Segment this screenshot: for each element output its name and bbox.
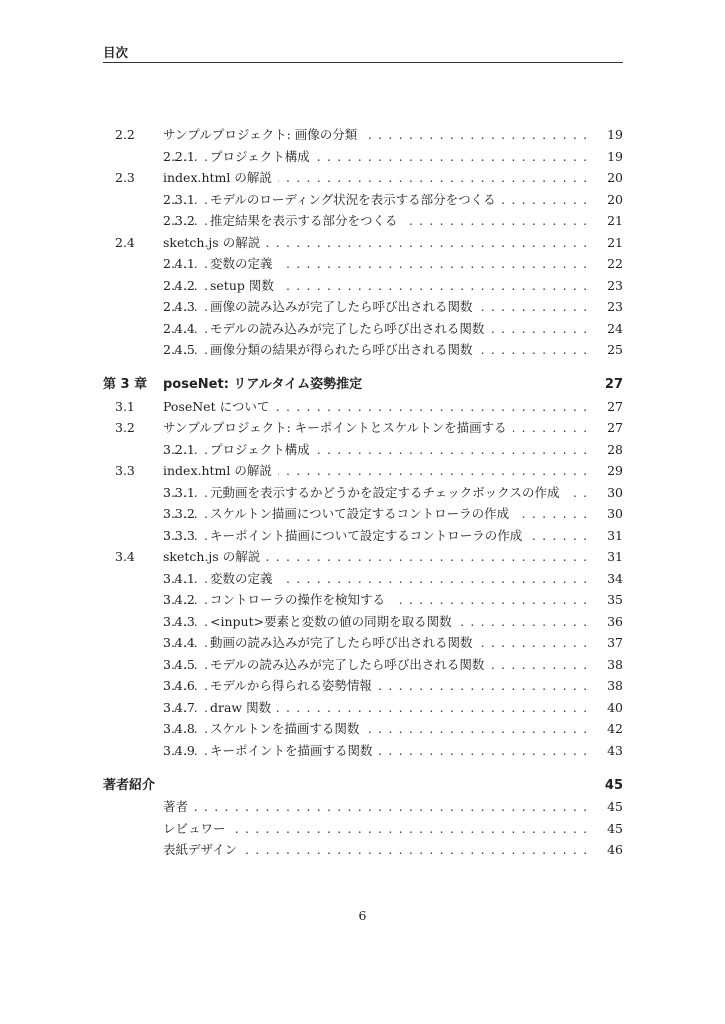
entry-title: モデルの読み込みが完了したら呼び出される関数 — [210, 318, 490, 340]
page-number: 6 — [358, 908, 367, 923]
entry-title: 変数の定義 — [210, 568, 279, 590]
toc-entry[interactable] — [103, 253, 623, 275]
entry-title: index.html の解説 — [163, 460, 278, 482]
entry-number: 3.2 — [115, 420, 135, 435]
toc-entry[interactable] — [103, 525, 623, 547]
entry-title: draw 関数 — [210, 697, 277, 719]
chapter-page: 27 — [604, 377, 623, 392]
entry-number: 2.4.3 — [163, 299, 195, 314]
entry-title: キーポイント描画について設定するコントローラの作成 — [210, 525, 528, 547]
toc-entry[interactable] — [103, 740, 623, 762]
entry-title: index.html の解説 — [163, 167, 278, 189]
entry-page: 30 — [607, 506, 623, 521]
entry-page: 37 — [607, 635, 623, 650]
entry-page: 46 — [607, 842, 623, 857]
entry-page: 38 — [607, 656, 623, 672]
entry-page: 23 — [607, 277, 623, 293]
entry-title: モデルのローディング状況を表示する部分をつくる — [210, 189, 502, 211]
dot-leader — [163, 796, 593, 818]
entry-number: 3.3.1 — [163, 484, 195, 500]
toc-entry[interactable] — [103, 396, 623, 418]
entry-title: PoseNet について — [163, 396, 275, 418]
toc-entry[interactable] — [103, 482, 623, 504]
authors-items — [103, 796, 623, 861]
entry-page: 38 — [607, 678, 623, 693]
entry-number: 3.4.8 — [163, 721, 195, 736]
entry-number: 3.4.9 — [163, 742, 195, 758]
toc-entry[interactable] — [103, 146, 623, 168]
entry-number: 2.3.1 — [163, 191, 195, 207]
toc-entry[interactable] — [103, 546, 623, 568]
entry-title: sketch.js の解説 — [163, 232, 266, 254]
entry-number: 2.4 — [115, 234, 135, 250]
entry-title: 動画の読み込みが完了したら呼び出される関数 — [210, 632, 479, 654]
entry-page: 23 — [607, 299, 623, 314]
entry-number: 3.2.1 — [163, 441, 195, 457]
entry-page: 45 — [607, 820, 623, 836]
entry-title: レビュワー — [163, 818, 232, 840]
entry-title: 変数の定義 — [210, 253, 279, 275]
entry-title: 推定結果を表示する部分をつくる — [210, 210, 404, 232]
toc-entry[interactable] — [103, 189, 623, 211]
entry-number: 3.4.4 — [163, 635, 195, 650]
entry-page: 19 — [607, 148, 623, 164]
entry-number: 2.3.2 — [163, 213, 195, 228]
entry-number: 2.2.1 — [163, 148, 195, 164]
toc-entry[interactable] — [103, 124, 623, 146]
chapter-title: poseNet: リアルタイム姿勢推定 — [163, 374, 368, 396]
entry-number: 2.4.5 — [163, 342, 195, 357]
entry-title: スケルトン描画について設定するコントローラの作成 — [210, 503, 515, 525]
entry-page: 24 — [607, 320, 623, 336]
entry-page: 21 — [607, 213, 623, 228]
toc-entry[interactable] — [103, 718, 623, 740]
toc-entry[interactable] — [103, 654, 623, 676]
entry-title: 画像の読み込みが完了したら呼び出される関数 — [210, 296, 479, 318]
toc-entry[interactable] — [103, 503, 623, 525]
entry-page: 19 — [607, 127, 623, 142]
entry-number: 3.4.2 — [163, 592, 195, 607]
toc-entry[interactable] — [103, 589, 623, 611]
entry-title: 著者 — [163, 796, 194, 818]
chapter-number: 第 3 章 — [103, 377, 148, 392]
entry-title: サンプルプロジェクト: 画像の分類 — [163, 124, 363, 146]
entry-title: モデルから得られる姿勢情報 — [210, 675, 378, 697]
entry-title: モデルの読み込みが完了したら呼び出される関数 — [210, 654, 490, 676]
entry-number: 3.4.6 — [163, 678, 195, 693]
entry-number: 3.4.5 — [163, 656, 195, 672]
entry-page: 28 — [607, 441, 623, 457]
toc-entry[interactable] — [103, 796, 623, 818]
entry-title: プロジェクト構成 — [210, 146, 316, 168]
toc-entry[interactable] — [103, 697, 623, 719]
entry-page: 20 — [607, 170, 623, 185]
toc-entry[interactable] — [103, 339, 623, 361]
entry-page: 27 — [607, 398, 623, 414]
entry-number: 3.4.7 — [163, 699, 195, 715]
entry-title: sketch.js の解説 — [163, 546, 266, 568]
toc-entry[interactable] — [103, 611, 623, 633]
entry-page: 21 — [607, 234, 623, 250]
toc-entry[interactable] — [103, 818, 623, 840]
entry-page: 27 — [607, 420, 623, 435]
header-rule — [103, 62, 623, 63]
toc-entry[interactable] — [103, 839, 623, 861]
entry-page: 31 — [607, 527, 623, 543]
table-of-contents — [103, 124, 623, 861]
chapter-2-sections — [103, 124, 623, 361]
toc-entry[interactable] — [103, 318, 623, 340]
entry-number: 2.4.1 — [163, 256, 195, 271]
entry-page: 42 — [607, 721, 623, 736]
entry-title: <input>要素と変数の値の同期を取る関数 — [210, 611, 458, 633]
toc-entry[interactable] — [103, 568, 623, 590]
entry-page: 36 — [607, 613, 623, 629]
toc-entry[interactable] — [103, 232, 623, 254]
entry-title: プロジェクト構成 — [210, 439, 316, 461]
toc-entry[interactable] — [103, 460, 623, 482]
entry-title: 画像分類の結果が得られたら呼び出される関数 — [210, 339, 479, 361]
entry-page: 22 — [607, 256, 623, 271]
entry-title: サンプルプロジェクト: キーポイントとスケルトンを描画する — [163, 417, 513, 439]
entry-page: 35 — [607, 592, 623, 607]
entry-page: 30 — [607, 484, 623, 500]
entry-number: 2.4.2 — [163, 277, 195, 293]
entry-page: 45 — [607, 799, 623, 814]
entry-page: 43 — [607, 742, 623, 758]
entry-number: 3.1 — [115, 398, 135, 414]
entry-number: 3.4.3 — [163, 613, 195, 629]
toc-authors[interactable] — [103, 775, 623, 797]
authors-title: 著者紹介 — [103, 775, 161, 797]
toc-entry[interactable] — [103, 675, 623, 697]
entry-page: 40 — [607, 699, 623, 715]
chapter-3-sections — [103, 396, 623, 762]
entry-title: スケルトンを描画する関数 — [210, 718, 365, 740]
toc-chapter-3[interactable] — [103, 374, 623, 396]
toc-entry[interactable] — [103, 296, 623, 318]
entry-number: 2.2 — [115, 127, 135, 142]
entry-page: 25 — [607, 342, 623, 357]
toc-entry[interactable] — [103, 275, 623, 297]
entry-number: 3.3.3 — [163, 527, 195, 543]
entry-number: 3.3 — [115, 463, 135, 478]
entry-title: コントローラの操作を検知する — [210, 589, 391, 611]
entry-title: 元動画を表示するかどうかを設定するチェックボックスの作成 — [210, 482, 566, 504]
entry-number: 2.4.4 — [163, 320, 195, 336]
entry-title: setup 関数 — [210, 275, 280, 297]
entry-number: 3.4.1 — [163, 570, 195, 586]
entry-page: 29 — [607, 463, 623, 478]
entry-title: キーポイントを描画する関数 — [210, 740, 379, 762]
entry-title: 表紙デザイン — [163, 839, 243, 861]
entry-page: 31 — [607, 549, 623, 564]
entry-number: 3.4 — [115, 549, 135, 564]
entry-page: 20 — [607, 191, 623, 207]
running-head: 目次 — [103, 45, 129, 60]
entry-number: 3.3.2 — [163, 506, 195, 521]
toc-entry[interactable] — [103, 417, 623, 439]
entry-number: 2.3 — [115, 170, 135, 185]
toc-entry[interactable] — [103, 632, 623, 654]
authors-page: 45 — [604, 777, 623, 793]
entry-page: 34 — [607, 570, 623, 586]
toc-entry[interactable] — [103, 210, 623, 232]
toc-entry[interactable] — [103, 439, 623, 461]
toc-entry[interactable] — [103, 167, 623, 189]
